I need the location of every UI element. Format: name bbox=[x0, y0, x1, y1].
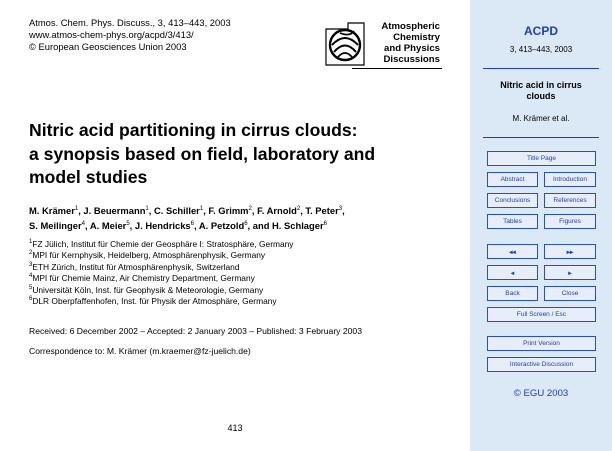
affiliation bbox=[29, 296, 459, 307]
affiliation bbox=[29, 250, 459, 261]
title-line: a synopsis based on field, laboratory and bbox=[29, 143, 376, 164]
author-line-1 bbox=[29, 203, 459, 218]
affil-mark: 6 bbox=[244, 221, 248, 227]
affil-mark: 1 bbox=[199, 206, 204, 212]
navigation-sidebar bbox=[470, 0, 612, 451]
affiliation bbox=[29, 285, 459, 296]
close-button[interactable]: Close bbox=[544, 286, 596, 301]
logo-line-4: Discussions bbox=[383, 54, 440, 65]
author-sep: , bbox=[194, 220, 199, 231]
affiliation-list bbox=[29, 239, 459, 307]
affil-mark: 4 bbox=[81, 221, 85, 227]
next-page-button[interactable] bbox=[544, 265, 596, 280]
sidebar-volume-ref: 3, 413–443, 2003 bbox=[509, 45, 573, 54]
affil-text: MPI für Kernphysik, Heidelberg, Atmosphärenphysik, Germany bbox=[32, 250, 266, 261]
affil-text: FZ Jülich, Institut für Chemie der Geosphäre I: Stratosphäre, Germany bbox=[32, 239, 294, 249]
first-page-button[interactable] bbox=[487, 244, 538, 259]
author-line-2 bbox=[29, 218, 459, 233]
next-page-icon: ▸ bbox=[568, 269, 572, 277]
interactive-discussion-button[interactable]: Interactive Discussion bbox=[487, 357, 596, 372]
paper-title bbox=[29, 119, 449, 190]
author-sep: , and bbox=[247, 220, 273, 231]
prev-page-button[interactable] bbox=[487, 265, 538, 280]
tables-button[interactable]: Tables bbox=[487, 214, 538, 229]
publication-dates: Received: 6 December 2002 – Accepted: 2 January 2003 – Published: 3 February 2003 bbox=[29, 326, 362, 336]
prev-page-icon: ◂ bbox=[510, 269, 515, 277]
affil-mark: 1 bbox=[145, 206, 149, 212]
full-screen-button[interactable]: Full Screen / Esc bbox=[487, 307, 596, 322]
affil-mark: 6 bbox=[323, 221, 327, 227]
author: J. Hendricks bbox=[134, 220, 191, 231]
author: T. Peter bbox=[305, 205, 339, 216]
author: F. Grimm bbox=[208, 205, 249, 216]
page-number: 413 bbox=[227, 423, 243, 433]
affil-text: DLR Oberpfaffenhofen, Inst. für Physik der Atmosphäre, Germany bbox=[32, 296, 277, 307]
title-line: Nitric acid partitioning in cirrus clouds: bbox=[29, 120, 358, 140]
short-title-line: Nitric acid in cirrus bbox=[500, 80, 582, 90]
affil-number: 6 bbox=[29, 296, 33, 303]
affil-mark: 1 bbox=[74, 206, 79, 212]
logo-line-2: Chemistry bbox=[393, 32, 440, 43]
affil-mark: 2 bbox=[248, 206, 252, 212]
first-page-icon: ◂◂ bbox=[509, 248, 516, 256]
conclusions-button[interactable]: Conclusions bbox=[487, 193, 538, 208]
author-sep: , bbox=[129, 220, 135, 231]
last-page-button[interactable] bbox=[544, 244, 596, 259]
author: J. Beuermann bbox=[83, 205, 146, 216]
author-sep: , bbox=[342, 205, 345, 216]
affil-mark: 2 bbox=[296, 206, 301, 212]
logo-line-3: and Physics bbox=[384, 43, 440, 54]
sidebar-divider bbox=[483, 137, 599, 138]
author: S. Meilinger bbox=[29, 220, 82, 231]
logo-underline bbox=[352, 68, 442, 69]
copyright-line: © European Geosciences Union 2003 bbox=[29, 41, 187, 52]
affil-number: 5 bbox=[29, 284, 33, 291]
affil-number: 2 bbox=[29, 250, 33, 257]
affil-text: Universität Köln, Inst. für Geophysik & Meteorologie, Germany bbox=[32, 284, 264, 295]
journal-url[interactable]: www.atmos-chem-phys.org/acpd/3/413/ bbox=[29, 29, 194, 40]
affil-number: 1 bbox=[29, 239, 33, 245]
author-sep: , bbox=[84, 220, 90, 231]
introduction-button[interactable]: Introduction bbox=[544, 172, 596, 187]
sidebar-short-title bbox=[470, 80, 612, 102]
title-line: model studies bbox=[29, 167, 148, 187]
affil-number: 4 bbox=[29, 273, 33, 280]
affil-mark: 5 bbox=[126, 221, 130, 227]
affil-mark: 3 bbox=[338, 206, 343, 212]
back-button[interactable]: Back bbox=[487, 286, 538, 301]
references-button[interactable]: References bbox=[544, 193, 596, 208]
figures-button[interactable]: Figures bbox=[544, 214, 596, 229]
author-sep: , bbox=[300, 205, 306, 216]
author: A. Meier bbox=[89, 220, 127, 231]
affiliation bbox=[29, 239, 459, 250]
author-list bbox=[29, 203, 459, 233]
print-version-button[interactable]: Print Version bbox=[487, 336, 596, 351]
author: C. Schiller bbox=[153, 205, 200, 216]
affil-text: ETH Zürich, Institut für Atmosphärenphysik, Switzerland bbox=[32, 261, 240, 272]
author-sep: , bbox=[148, 205, 154, 216]
sidebar-copyright: © EGU 2003 bbox=[513, 388, 569, 399]
author-sep: , bbox=[78, 205, 84, 216]
affiliation bbox=[29, 273, 459, 284]
author-sep: , bbox=[203, 205, 209, 216]
logo-line-1: Atmospheric bbox=[381, 21, 440, 32]
author-sep: , bbox=[251, 205, 258, 216]
short-title-line: clouds bbox=[526, 91, 556, 101]
affil-number: 3 bbox=[29, 261, 33, 268]
author: F. Arnold bbox=[257, 205, 297, 216]
affil-mark: 6 bbox=[190, 221, 194, 227]
author: H. Schlager bbox=[272, 220, 324, 231]
sidebar-short-authors: M. Krämer et al. bbox=[512, 114, 570, 123]
journal-logo bbox=[322, 19, 442, 69]
author: A. Petzold bbox=[198, 220, 245, 231]
last-page-icon: ▸▸ bbox=[566, 248, 574, 256]
egu-swirl-logo-icon bbox=[322, 19, 368, 69]
correspondence: Correspondence to: M. Krämer (m.kraemer@fz-juelich.de) bbox=[29, 346, 251, 356]
citation-line: Atmos. Chem. Phys. Discuss., 3, 413–443, 2003 bbox=[29, 17, 231, 28]
affil-text: MPI für Chemie Mainz, Air Chemistry Department, Germany bbox=[32, 273, 255, 284]
sidebar-journal-name: ACPD bbox=[523, 24, 558, 38]
affiliation bbox=[29, 262, 459, 273]
abstract-button[interactable]: Abstract bbox=[487, 172, 538, 187]
author: M. Krämer bbox=[29, 205, 75, 216]
title-page-button[interactable]: Title Page bbox=[487, 151, 596, 166]
sidebar-divider bbox=[483, 68, 599, 69]
